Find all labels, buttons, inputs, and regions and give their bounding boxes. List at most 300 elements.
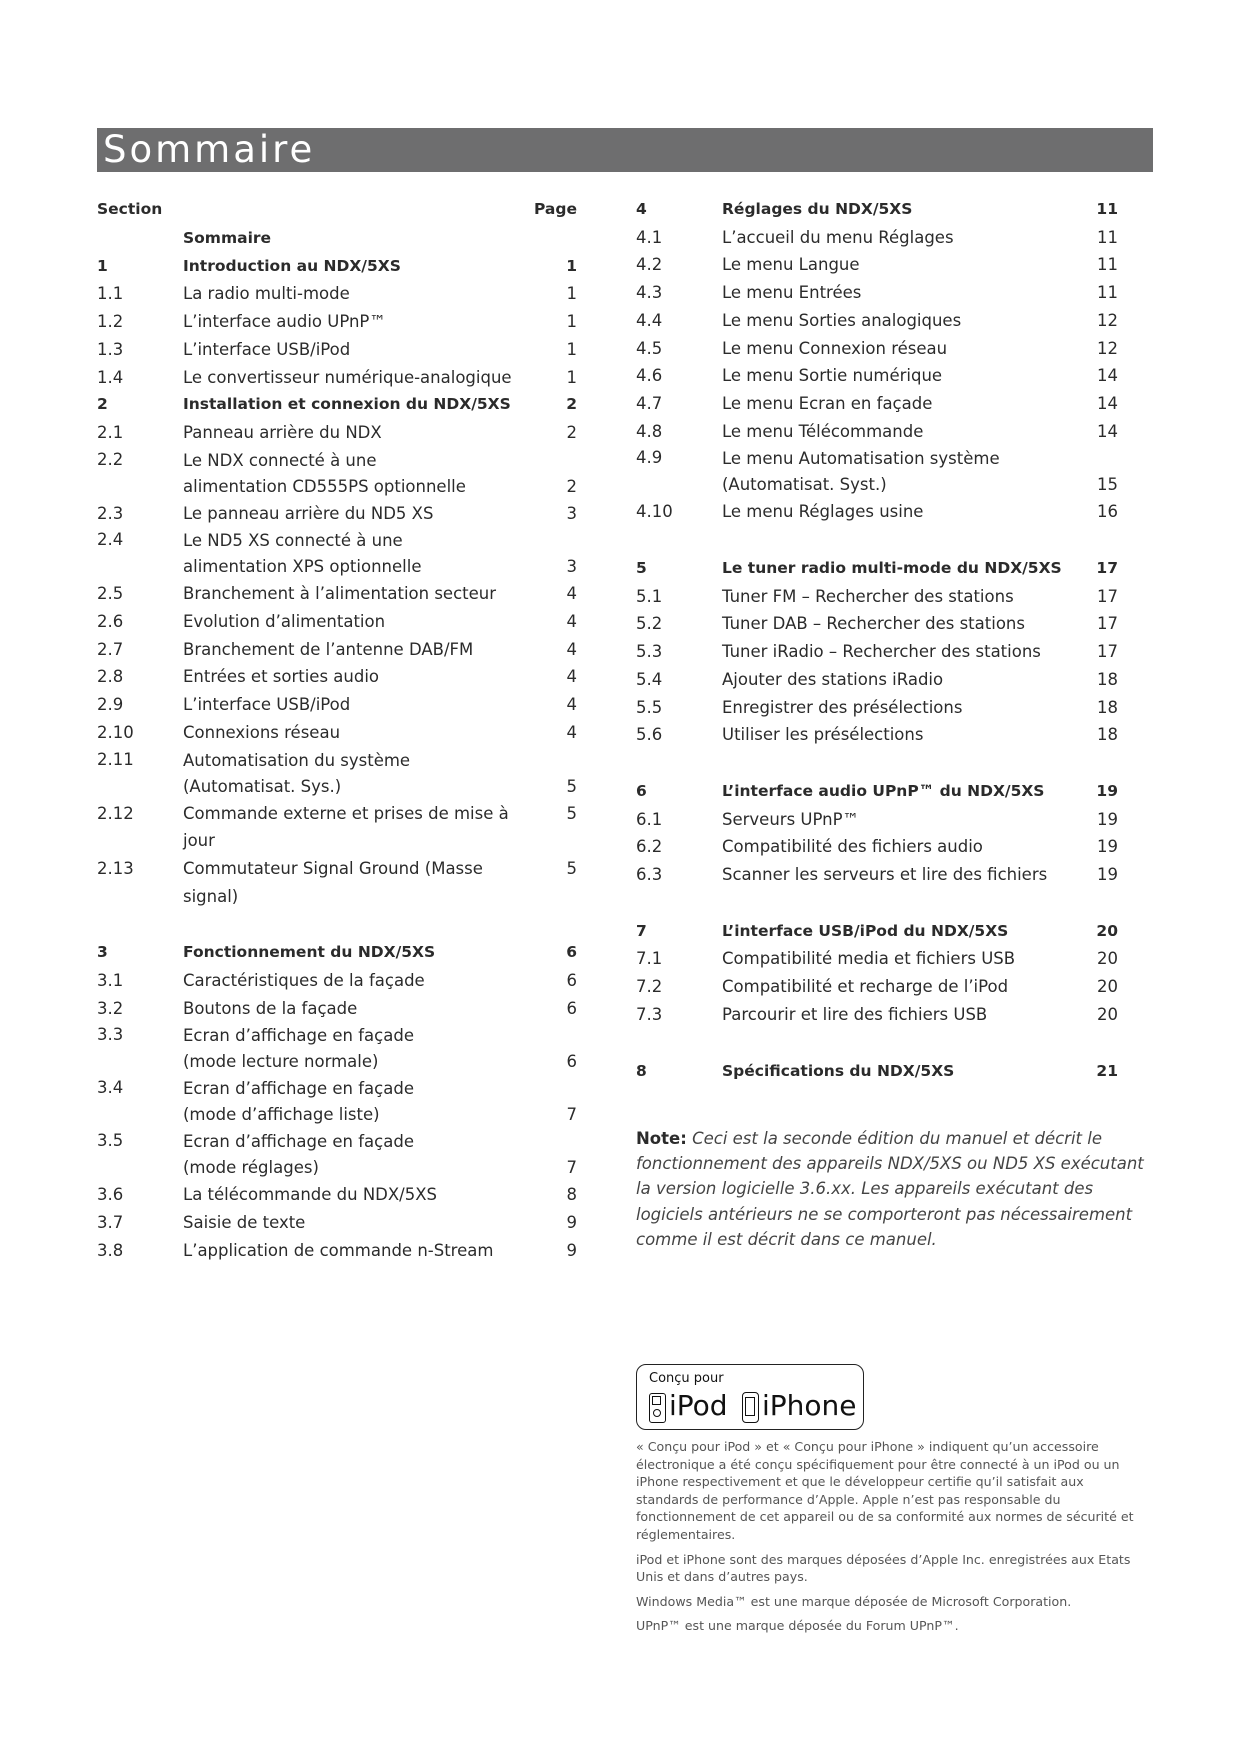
badge-made-for: Conçu pour [649,1371,724,1386]
toc-entry-number: 4.2 [636,255,663,275]
toc-entry-page: 17 [1097,614,1118,634]
toc-entry-page: 11 [1097,283,1118,303]
toc-entry[interactable] [97,447,577,500]
toc-entry-page: 11 [1097,255,1118,275]
toc-entry-page: 1 [566,367,577,387]
toc-entry-number: 2.8 [97,667,124,687]
toc-entry-page: 19 [1097,809,1118,829]
toc-entry[interactable] [636,638,1118,666]
toc-entry-label-line: (mode réglages) [183,1158,319,1178]
toc-entry-label [722,721,1080,749]
note-text: Ceci est la seconde édition du manuel et décrit le fonctionnement des appareils NDX/5XS ou ND5 XS exécutant la version logicielle 3.6.xx. Les appareils exécutant des logiciels antérieurs ne se comporteront pas nécessairement comme il est décrit dans ce manuel. [636,1129,1144,1249]
toc-entry-number: 4.9 [636,448,663,468]
toc-entry-page: 1 [566,312,577,332]
toc-entry-label-line: Boutons de la façade [183,998,358,1018]
toc-entry-label-line: Entrées et sorties audio [183,667,380,687]
toc-entry[interactable] [97,527,577,580]
toc-entry-label-line: La télécommande du NDX/5XS [183,1185,438,1205]
section-spacer [97,910,577,939]
toc-entry[interactable] [97,608,577,636]
toc-entry-label-line: Le menu Connexion réseau [722,338,948,358]
toc-entry-number: 4.8 [636,421,663,441]
toc-entry-label [183,1237,539,1265]
toc-entry-number: 7 [636,921,647,940]
page-header: Page [533,200,577,218]
toc-entry-number: 5 [636,559,647,578]
toc-entry[interactable] [636,390,1118,418]
toc-entry-page: 19 [1097,865,1118,885]
toc-entry-number: 1.3 [97,339,124,359]
section-spacer [636,526,1118,555]
toc-entry-page: 9 [566,1213,577,1233]
toc-entry-label [183,636,539,664]
toc-entry-page: 20 [1097,1004,1118,1024]
toc-entry-number: 2.9 [97,695,124,715]
toc-entry[interactable] [97,500,577,528]
toc-entry[interactable] [636,307,1118,335]
toc-entry-page: 11 [1096,200,1118,218]
toc-entry-number: 2.12 [97,803,134,823]
toc-entry-number: 2.13 [97,858,134,878]
toc-entry-label [183,719,539,747]
toc-entry-label-line: Le menu Automatisation système [722,449,1000,469]
toc-entry-label-line: Le menu Sorties analogiques [722,310,962,330]
toc-entry-label-line: alimentation XPS optionnelle [183,557,422,577]
toc-entry[interactable] [636,583,1118,611]
toc-entry[interactable] [636,498,1118,526]
toc-entry[interactable] [636,721,1118,749]
toc-entry-label-line: Tuner FM – Rechercher des stations [722,586,1014,606]
toc-entry-label [183,580,539,608]
toc-entry-number: 3.5 [97,1131,124,1151]
toc-entry-label [183,448,539,500]
toc-entry[interactable] [636,362,1118,390]
toc-left-column [97,196,577,1265]
toc-entry[interactable] [636,418,1118,446]
toc-entry-label [722,418,1080,446]
toc-entry[interactable] [97,636,577,664]
toc-entry-label [722,1001,1080,1029]
toc-entry-label-line: Sommaire [183,229,272,247]
toc-entry-label [722,638,1080,666]
toc-entry-page: 6 [566,998,577,1018]
toc-entry-number: 7.1 [636,949,663,969]
toc-entry-label [722,498,1080,526]
toc-entry-label-line: Compatibilité et recharge de l’iPod [722,977,1009,997]
toc-entry-number: 3.4 [97,1078,124,1098]
toc-entry-label [722,610,1080,638]
toc-entry-page: 4 [566,584,577,604]
toc-entry-label [183,1129,539,1181]
toc-entry-label-line: Tuner DAB – Rechercher des stations [722,614,1025,634]
legal-fine-print [636,1438,1136,1642]
toc-entry-label [722,806,1080,834]
toc-entry-number: 4.6 [636,366,663,386]
toc-entry-label-line: Le menu Entrées [722,283,862,303]
toc-entry-page: 6 [566,1052,577,1072]
toc-entry-label-line: Branchement de l’antenne DAB/FM [183,639,474,659]
toc-entry-label-line: Ecran d’affichage en façade [183,1132,414,1152]
toc-entry-number: 3.7 [97,1213,124,1233]
toc-entry-label [183,225,539,253]
toc-entry-number: 4.10 [636,502,673,522]
toc-entry-page: 17 [1097,642,1118,662]
toc-entry-label [722,778,1080,806]
toc-entry[interactable] [636,555,1118,583]
fine-print-paragraph: Windows Media™ est une marque déposée de Microsoft Corporation. [636,1593,1072,1609]
toc-entry-label [722,945,1080,973]
toc-entry-label [722,251,1080,279]
toc-entry-page: 4 [566,667,577,687]
toc-entry-number: 5.2 [636,614,663,634]
toc-entry[interactable] [97,855,577,910]
toc-header [97,196,577,225]
toc-entry-number: 3.6 [97,1185,124,1205]
toc-entry-label [183,336,539,364]
toc-entry-page: 12 [1097,310,1118,330]
toc-entry-page: 1 [566,284,577,304]
toc-entry[interactable] [636,610,1118,638]
toc-entry[interactable] [97,1075,577,1128]
toc-entry-label-line: L’interface USB/iPod [183,695,351,715]
toc-entry-page: 2 [566,395,577,414]
toc-entry-label [183,253,539,281]
toc-entry-page: 19 [1097,837,1118,857]
toc-entry-page: 20 [1097,977,1118,997]
toc-entry-label [722,861,1080,889]
toc-entry-page: 1 [566,339,577,359]
toc-entry[interactable] [97,1209,577,1237]
toc-entry-page: 4 [566,639,577,659]
toc-entry-label-line: (Automatisat. Syst.) [722,475,887,495]
toc-entry[interactable] [636,224,1118,252]
toc-entry-page: 19 [1096,781,1118,800]
toc-entry-label [183,528,539,580]
toc-entry-page: 8 [566,1185,577,1205]
section-spacer [636,889,1118,918]
toc-entry-page: 7 [566,1158,577,1178]
toc-entry-page: 5 [566,776,577,796]
toc-entry[interactable] [636,918,1118,946]
toc-entry-label [183,1209,539,1237]
toc-entry[interactable] [636,806,1118,834]
toc-entry-number: 2.5 [97,584,124,604]
toc-entry-label [183,608,539,636]
toc-entry[interactable] [97,336,577,364]
toc-entry-label-line: L’interface audio UPnP™ [183,312,386,332]
toc-entry-label-line: Scanner les serveurs et lire des fichiers [722,865,1048,885]
toc-entry[interactable] [97,747,577,800]
toc-entry-label-line: Enregistrer des présélections [722,697,963,717]
toc-entry-label [183,1181,539,1209]
toc-entry[interactable] [636,666,1118,694]
fine-print-paragraph: iPod et iPhone sont des marques déposées d’Apple Inc. enregistrées aux Etats Unis et dans d’autres pays. [636,1551,1131,1585]
toc-entry[interactable] [636,445,1118,498]
toc-entry-label [183,280,539,308]
toc-right-column [636,196,1118,1085]
toc-entry[interactable] [97,995,577,1023]
toc-entry-number: 1 [97,256,108,275]
toc-entry-label-line: Le NDX connecté à une [183,450,377,470]
toc-entry-label-line: Compatibilité des fichiers audio [722,837,983,857]
toc-entry-label [183,967,539,995]
toc-entry-page: 14 [1097,421,1118,441]
toc-entry[interactable] [636,335,1118,363]
toc-entry-label [722,362,1080,390]
toc-entry-page: 17 [1096,559,1118,578]
iphone-icon [742,1392,759,1423]
toc-entry[interactable] [97,967,577,995]
toc-entry-page: 15 [1097,475,1118,495]
toc-entry-label [183,308,539,336]
toc-entry-number: 4 [636,200,647,218]
toc-entry-label [722,1058,1080,1086]
toc-entry[interactable] [97,719,577,747]
toc-entry-label [183,500,539,528]
toc-entry-number: 8 [636,1061,647,1080]
toc-entry[interactable] [636,945,1118,973]
fine-print-paragraph: UPnP™ est une marque déposée du Forum UPnP™. [636,1618,959,1634]
toc-entry-label-line: Serveurs UPnP™ [722,809,860,829]
toc-entry[interactable] [636,833,1118,861]
toc-entry-page: 4 [566,695,577,715]
toc-entry-number: 4.5 [636,338,663,358]
toc-entry-label-line: Le menu Sortie numérique [722,366,943,386]
toc-entry-label [722,555,1080,583]
toc-entry-label [722,583,1080,611]
toc-entry-label-line: Installation et connexion du NDX/5XS [183,395,511,414]
toc-entry-number: 3 [97,943,108,962]
toc-entry[interactable] [636,861,1118,889]
toc-entry[interactable] [97,225,577,253]
toc-entry-page: 18 [1097,697,1118,717]
toc-entry-page: 14 [1097,393,1118,413]
toc-entry-number: 1.2 [97,312,124,332]
toc-entry-page: 12 [1097,338,1118,358]
edition-note [636,1126,1146,1252]
toc-entry-label-line: Ecran d’affichage en façade [183,1079,414,1099]
toc-entry[interactable] [97,580,577,608]
toc-entry-label-line: Connexions réseau [183,722,341,742]
toc-entry-label [722,833,1080,861]
toc-entry-page: 20 [1096,921,1118,940]
toc-entry-page: 17 [1097,586,1118,606]
toc-entry-label [183,419,539,447]
toc-entry-label [722,918,1080,946]
toc-entry-label [183,364,539,392]
toc-entry-number: 2.2 [97,449,124,469]
toc-entry-page: 18 [1097,669,1118,689]
toc-entry-label-line: Le menu Télécommande [722,421,924,441]
toc-entry-label-line: L’interface audio UPnP™ du NDX/5XS [722,781,1045,800]
toc-entry-label [183,1076,539,1128]
toc-entry-number: 5.4 [636,669,663,689]
toc-entry-label-line: Fonctionnement du NDX/5XS [183,943,436,962]
toc-entry-page: 1 [566,256,577,275]
ipod-icon [649,1393,666,1423]
toc-entry-label [183,939,539,967]
toc-entry[interactable] [97,253,577,281]
toc-entry-label [722,196,1080,224]
toc-entry-page: 4 [566,612,577,632]
fine-print-paragraph: « Conçu pour iPod » et « Conçu pour iPhone » indiquent qu’un accessoire électronique a été conçu spécifiquement pour être connecté à un iPod ou un iPhone respectivement et que le développeur certifie qu’il satisfait aux standards de performance d’Apple. Apple n’est pas responsable du fonctionnement de cet appareil ou de sa conformité aux normes de sécurité et réglementaires. [636,1439,1134,1542]
toc-entry-page: 3 [566,557,577,577]
toc-entry[interactable] [97,308,577,336]
toc-entry[interactable] [97,939,577,967]
toc-entry-label-line: Panneau arrière du NDX [183,422,382,442]
toc-entry-label-line: Compatibilité media et fichiers USB [722,949,1016,969]
badge-iphone: iPhone [762,1389,857,1422]
section-spacer [636,749,1118,778]
toc-entry-number: 2.1 [97,422,124,442]
toc-entry-page: 5 [566,858,577,878]
toc-entry-label-line: Automatisation du système [183,750,411,770]
toc-entry-number: 3.2 [97,998,124,1018]
toc-entry-label-line: L’interface USB/iPod [183,339,351,359]
toc-entry-page: 16 [1097,502,1118,522]
toc-entry[interactable] [97,691,577,719]
toc-entry-number: 3.3 [97,1025,124,1045]
toc-entry-label-line: (mode d’affichage liste) [183,1105,380,1125]
toc-entry-label [183,663,539,691]
toc-entry[interactable] [636,1058,1118,1086]
toc-entry-label-line: Introduction au NDX/5XS [183,256,401,275]
toc-entry-label-line: L’application de commande n-Stream [183,1240,494,1260]
toc-entry[interactable] [97,419,577,447]
toc-entry[interactable] [636,1001,1118,1029]
toc-entry-label-line: Spécifications du NDX/5XS [722,1061,955,1080]
toc-entry-number: 1.4 [97,367,124,387]
toc-entry-label [183,995,539,1023]
toc-entry[interactable] [97,1181,577,1209]
toc-entry-label-line: Le ND5 XS connecté à une [183,531,403,551]
toc-entry-label [722,279,1080,307]
toc-entry-page: 18 [1097,725,1118,745]
toc-entry-label-line: Le menu Réglages usine [722,502,924,522]
toc-entry-page: 7 [566,1105,577,1125]
toc-entry-number: 2.4 [97,530,124,550]
toc-entry[interactable] [636,279,1118,307]
toc-entry-page: 2 [566,476,577,496]
toc-entry-number: 2.3 [97,503,124,523]
toc-entry-page: 5 [566,803,577,823]
toc-entry-label-line: Commutateur Signal Ground (Masse signal) [183,858,483,906]
toc-entry-label-line: Tuner iRadio – Rechercher des stations [722,642,1041,662]
toc-entry-number: 5.6 [636,725,663,745]
toc-entry-number: 6 [636,781,647,800]
toc-entry-label-line: L’interface USB/iPod du NDX/5XS [722,921,1009,940]
made-for-ipod-iphone-badge [636,1364,864,1430]
toc-entry-label [183,391,539,419]
toc-entry-number: 3.8 [97,1240,124,1260]
toc-entry[interactable] [636,694,1118,722]
toc-entry-label [722,307,1080,335]
section-header: Section [97,200,163,218]
toc-entry[interactable] [636,778,1118,806]
toc-entry-number: 4.3 [636,283,663,303]
toc-entry-label-line: La radio multi-mode [183,284,350,304]
toc-entry-label [722,390,1080,418]
toc-entry-page: 14 [1097,366,1118,386]
toc-entry-label [183,1023,539,1075]
toc-entry-label [722,973,1080,1001]
toc-entry-number: 2 [97,395,108,414]
section-spacer [636,1029,1118,1058]
toc-entry-page: 4 [566,722,577,742]
toc-entry-label-line: Branchement à l’alimentation secteur [183,584,497,604]
toc-entry[interactable] [636,973,1118,1001]
toc-entry-page: 21 [1096,1061,1118,1080]
toc-entry-number: 5.1 [636,586,663,606]
toc-entry-label-line: Utiliser les présélections [722,725,924,745]
toc-entry-number: 4.1 [636,227,663,247]
toc-entry-label-line: Réglages du NDX/5XS [722,200,913,218]
toc-entry-page: 11 [1097,227,1118,247]
toc-entry-number: 2.11 [97,749,134,769]
badge-ipod: iPod [669,1389,728,1422]
note-label: Note: [636,1129,687,1148]
toc-entry-label-line: Ajouter des stations iRadio [722,669,944,689]
toc-entry-label [183,691,539,719]
toc-entry-label-line: Le panneau arrière du ND5 XS [183,503,434,523]
toc-entry[interactable] [97,800,577,855]
toc-entry[interactable] [97,663,577,691]
toc-entry[interactable] [97,1237,577,1265]
toc-entry-label-line: alimentation CD555PS optionnelle [183,476,466,496]
toc-entry-number: 5.3 [636,642,663,662]
toc-entry-label [183,855,539,910]
toc-entry-number: 6.3 [636,865,663,885]
toc-entry-label-line: Le menu Ecran en façade [722,393,933,413]
toc-entry-label-line: L’accueil du menu Réglages [722,227,954,247]
toc-entry-label-line: Le convertisseur numérique-analogique [183,367,512,387]
toc-entry-label-line: Commande externe et prises de mise à jour [183,803,509,851]
toc-entry-label-line: Le menu Langue [722,255,860,275]
toc-entry-label-line: (mode lecture normale) [183,1052,379,1072]
toc-entry-page: 6 [566,943,577,962]
toc-entry-number: 6.1 [636,809,663,829]
toc-entry-page: 3 [566,503,577,523]
toc-entry-number: 7.3 [636,1004,663,1024]
toc-entry-number: 4.7 [636,393,663,413]
toc-entry-label [722,694,1080,722]
toc-entry[interactable] [97,1128,577,1181]
toc-entry[interactable] [636,196,1118,224]
toc-entry-label-line: Caractéristiques de la façade [183,971,425,991]
toc-entry-number: 7.2 [636,977,663,997]
toc-entry[interactable] [97,364,577,392]
toc-entry-number: 3.1 [97,971,124,991]
toc-entry-label-line: (Automatisat. Sys.) [183,776,342,796]
toc-entry-number: 6.2 [636,837,663,857]
toc-entry[interactable] [636,251,1118,279]
toc-entry-label [722,446,1080,498]
toc-entry-label [183,800,539,855]
toc-entry-number: 5.5 [636,697,663,717]
toc-entry-number: 2.10 [97,722,134,742]
toc-entry[interactable] [97,280,577,308]
toc-entry-label-line: Evolution d’alimentation [183,612,386,632]
toc-entry-label [722,666,1080,694]
toc-entry-page: 9 [566,1240,577,1260]
toc-entry-label-line: Parcourir et lire des fichiers USB [722,1004,988,1024]
page-title: Sommaire [97,128,1153,172]
toc-entry-label [722,335,1080,363]
toc-entry-label-line: Le tuner radio multi-mode du NDX/5XS [722,559,1062,578]
toc-entry-number: 2.7 [97,639,124,659]
toc-entry[interactable] [97,1022,577,1075]
toc-entry[interactable] [97,391,577,419]
